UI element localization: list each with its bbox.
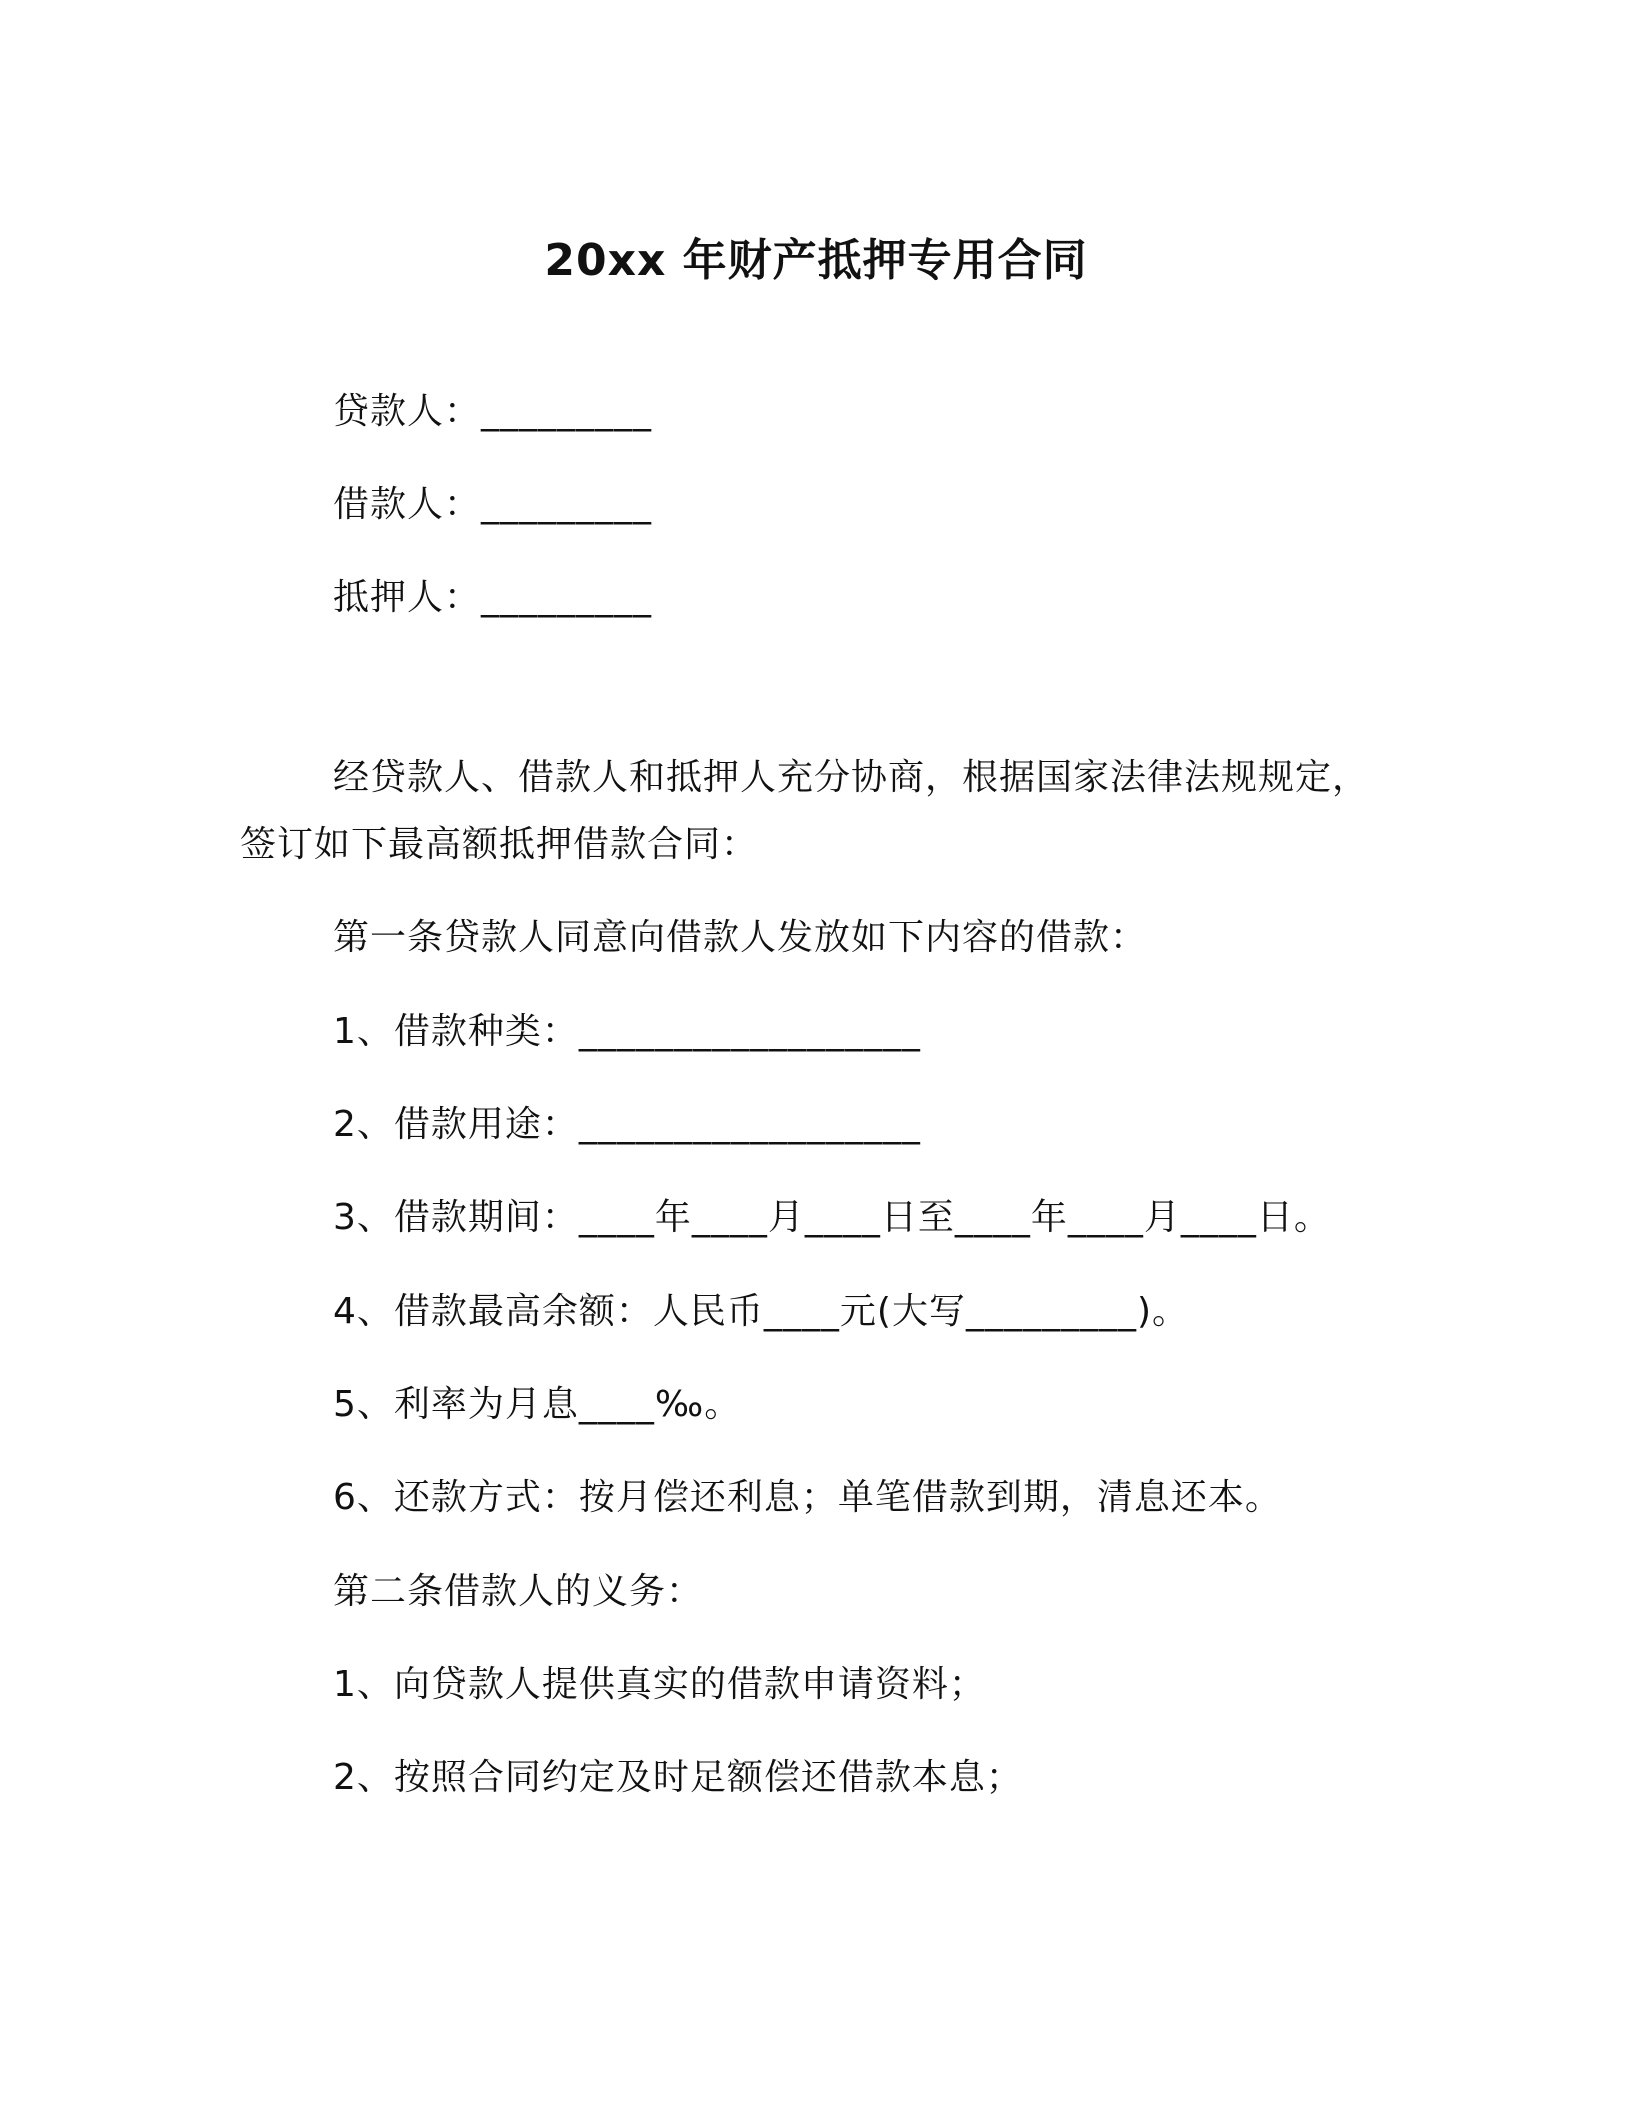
document-title: 20xx 年财产抵押专用合同 <box>544 235 1088 286</box>
article-1-item: 1、借款种类：__________________ <box>333 1011 921 1052</box>
article-1-item: 5、利率为月息____‰。 <box>333 1384 742 1425</box>
article-1-item: 2、借款用途：__________________ <box>333 1104 921 1145</box>
article-1-item: 6、还款方式：按月偿还利息；单笔借款到期，清息还本。 <box>333 1477 1282 1518</box>
article-1-heading: 第一条贷款人同意向借款人发放如下内容的借款： <box>333 917 1148 958</box>
article-2-item: 1、向贷款人提供真实的借款申请资料； <box>333 1664 986 1705</box>
article-1-item: 4、借款最高余额：人民币____元(大写_________)。 <box>333 1291 1189 1332</box>
intro-paragraph-line-2: 签订如下最高额抵押借款合同： <box>240 824 759 865</box>
article-2-item: 2、按照合同约定及时足额偿还借款本息； <box>333 1757 1023 1798</box>
party-borrower: 借款人：_________ <box>333 484 653 525</box>
party-lender: 贷款人：_________ <box>333 391 653 432</box>
article-1-item: 3、借款期间：____年____月____日至____年____月____日。 <box>333 1197 1331 1238</box>
party-mortgagor: 抵押人：_________ <box>333 577 653 618</box>
intro-paragraph-line-1: 经贷款人、借款人和抵押人充分协商，根据国家法律法规规定， <box>333 757 1370 798</box>
article-2-heading: 第二条借款人的义务： <box>333 1571 704 1612</box>
